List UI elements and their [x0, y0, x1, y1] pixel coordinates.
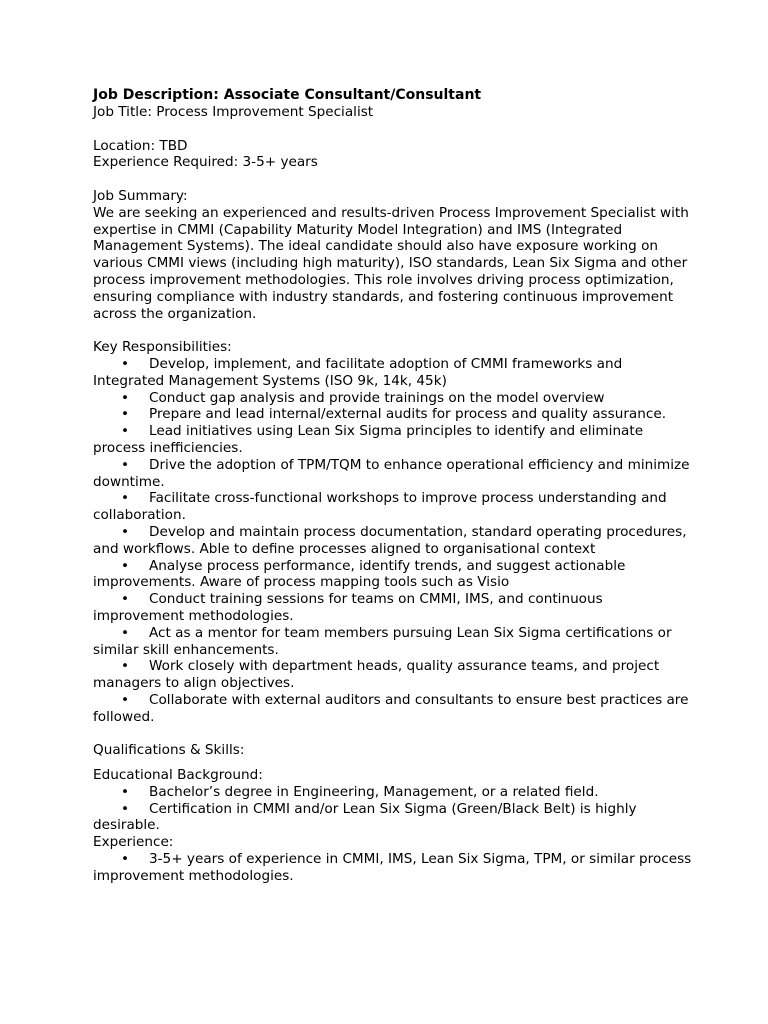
document-page	[93, 86, 693, 885]
bullet-icon	[121, 423, 149, 440]
list-item: •Conduct training sessions for teams on CMMI, IMS, and continuous improvement methodologies.	[93, 591, 693, 625]
bullet-icon	[121, 390, 149, 407]
education-heading: Educational Background:	[93, 767, 263, 784]
list-item: •Facilitate cross-functional workshops to improve process understanding and collaboration.	[93, 490, 693, 524]
experience-required: Experience Required: 3-5+ years	[93, 154, 318, 171]
list-item: •Collaborate with external auditors and consultants to ensure best practices are followed.	[93, 692, 693, 726]
list-item: •Prepare and lead internal/external audits for process and quality assurance.	[93, 406, 693, 423]
qualifications-heading: Qualifications & Skills:	[93, 742, 245, 759]
list-item: •Drive the adoption of TPM/TQM to enhance operational efficiency and minimize downtime.	[93, 457, 693, 491]
bullet-icon	[121, 625, 149, 642]
bullet-icon	[121, 692, 149, 709]
list-item: •Act as a mentor for team members pursuing Lean Six Sigma certifications or similar skill enhancements.	[93, 625, 693, 659]
responsibilities-list	[93, 356, 693, 726]
bullet-icon	[121, 658, 149, 675]
summary-text: We are seeking an experienced and results-driven Process Improvement Specialist with expertise in CMMI (Capability Maturity Model Integration) and IMS (Integrated Management Systems). The ideal candidate should also have exposure working on various CMMI views (including high maturity), ISO standards, Lean Six Sigma and other process improvement methodologies. This role involves driving process optimization, ensuring compliance with industry standards, and fostering continuous improvement across the organization.	[93, 204, 689, 322]
bullet-icon	[121, 558, 149, 575]
responsibilities-heading: Key Responsibilities:	[93, 339, 232, 356]
bullet-icon	[121, 801, 149, 818]
experience-heading: Experience:	[93, 834, 174, 851]
experience-list	[93, 851, 693, 885]
list-item: •Lead initiatives using Lean Six Sigma principles to identify and eliminate process inefficiencies.	[93, 423, 693, 457]
bullet-icon	[121, 784, 149, 801]
bullet-icon	[121, 524, 149, 541]
list-item: •Certification in CMMI and/or Lean Six Sigma (Green/Black Belt) is highly desirable.	[93, 801, 693, 835]
bullet-icon	[121, 406, 149, 423]
list-item: •Develop, implement, and facilitate adoption of CMMI frameworks and Integrated Management Systems (ISO 9k, 14k, 45k)	[93, 356, 693, 390]
list-item: •3-5+ years of experience in CMMI, IMS, Lean Six Sigma, TPM, or similar process improvement methodologies.	[93, 851, 693, 885]
bullet-icon	[121, 356, 149, 373]
document-title: Job Description: Associate Consultant/Consultant	[93, 87, 482, 103]
list-item: •Develop and maintain process documentation, standard operating procedures, and workflows. Able to define processes aligned to organisational context	[93, 524, 693, 558]
summary-heading: Job Summary:	[93, 187, 188, 204]
list-item: •Work closely with department heads, quality assurance teams, and project managers to align objectives.	[93, 658, 693, 692]
education-list	[93, 784, 693, 834]
bullet-icon	[121, 591, 149, 608]
job-title: Job Title: Process Improvement Specialist	[93, 104, 374, 120]
location: Location: TBD	[93, 137, 188, 154]
list-item: •Bachelor’s degree in Engineering, Management, or a related field.	[93, 784, 693, 801]
list-item: •Analyse process performance, identify trends, and suggest actionable improvements. Aware of process mapping tools such as Visio	[93, 558, 693, 592]
list-item: •Conduct gap analysis and provide trainings on the model overview	[93, 390, 693, 407]
bullet-icon	[121, 457, 149, 474]
bullet-icon	[121, 851, 149, 868]
bullet-icon	[121, 490, 149, 507]
